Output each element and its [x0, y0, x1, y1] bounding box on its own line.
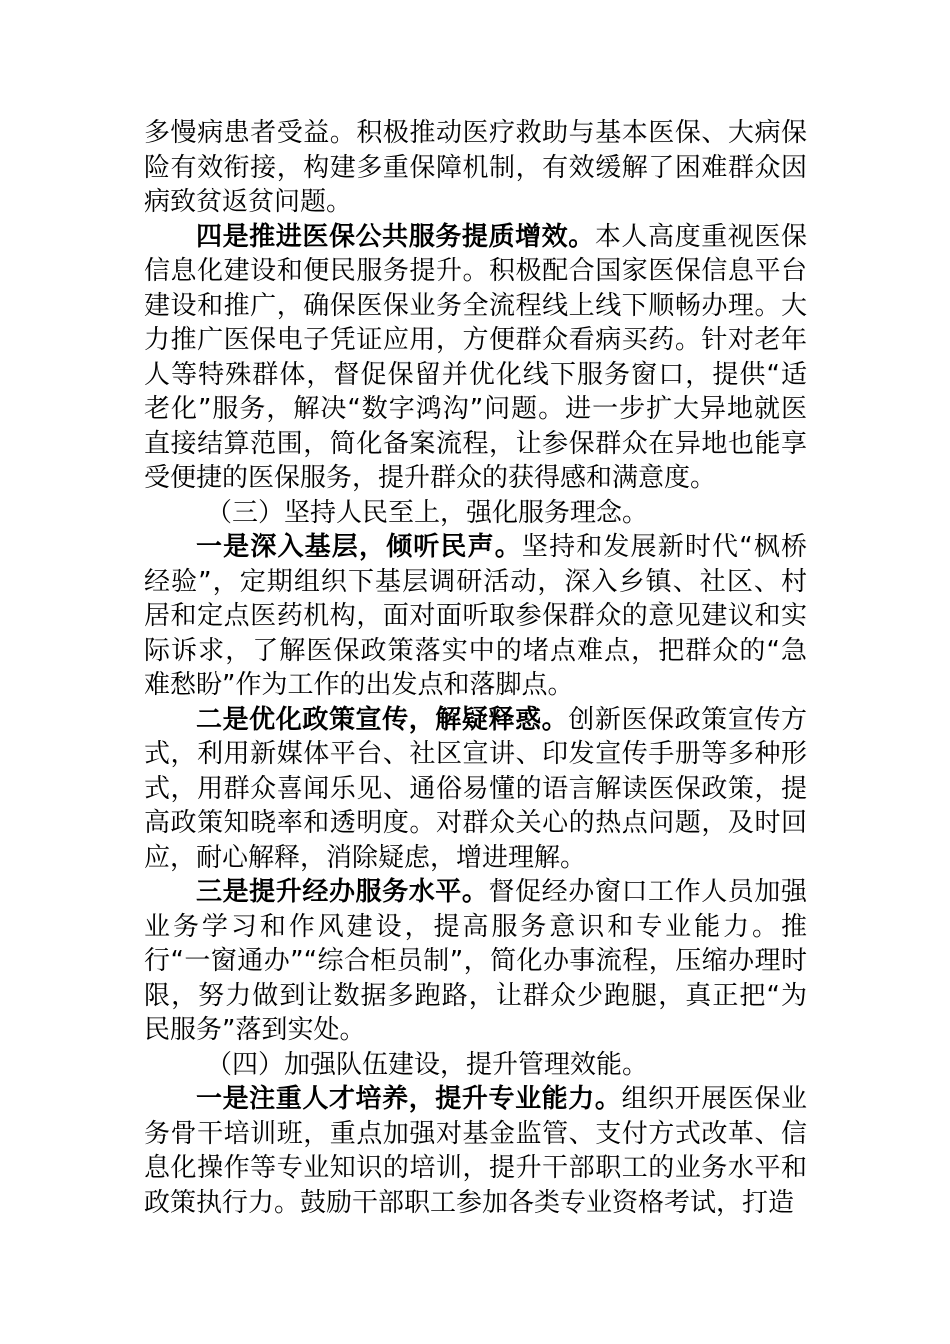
paragraph-continuation [144, 116, 807, 220]
paragraph-body: 创新医保政策宣传方式，利用新媒体平台、社区宣讲、印发宣传手册等多种形式，用群众喜闻乐见、通俗易懂的语言解读医保政策，提高政策知晓率和透明度。对群众关心的热点问题，及时回应，耐心解释，消除疑虑，增进理解。 [144, 704, 807, 873]
paragraph-body: 本人高度重视医保信息化建设和便民服务提升。积极配合国家医保信息平台建设和推广，确保医保业务全流程线上线下顺畅办理。大力推广医保电子凭证应用，方便群众看病买药。针对老年人等特殊群体，督促保留并优化线下服务窗口，提供“适老化”服务，解决“数字鸿沟”问题。进一步扩大异地就医直接结算范围，简化备案流程，让参保群众在异地也能享受便捷的医保服务，提升群众的获得感和满意度。 [144, 221, 807, 493]
paragraph-lead: 二是优化政策宣传，解疑释惑。 [196, 704, 569, 735]
paragraph-body: 多慢病患者受益。积极推动医疗救助与基本医保、大病保险有效衔接，构建多重保障机制，有效缓解了困难群众因病致贫返贫问题。 [144, 118, 807, 217]
document-page [144, 116, 807, 1220]
section-heading-4: （四）加强队伍建设，提升管理效能。 [206, 1049, 649, 1080]
section-heading-3: （三）坚持人民至上，强化服务理念。 [206, 497, 649, 528]
paragraph-lead: 一是深入基层，倾听民声。 [196, 532, 522, 562]
paragraph-lead: 四是推进医保公共服务提质增效。 [196, 221, 595, 252]
paragraph-public-service [144, 220, 807, 496]
paragraph-body: 组织开展医保业务骨干培训班，重点加强对基金监管、支付方式改革、信息化操作等专业知识的培训，提升干部职工的业务水平和政策执行力。鼓励干部职工参加各类专业资格考试，打造 [144, 1084, 807, 1218]
paragraph-policy-publicity [144, 703, 807, 876]
paragraph-service-level [144, 875, 807, 1048]
paragraph-grassroots [144, 530, 807, 703]
paragraph-body: 坚持和发展新时代“枫桥经验”，定期组织下基层调研活动，深入乡镇、社区、村居和定点医药机构，面对面听取参保群众的意见建议和实际诉求，了解医保政策落实中的堵点难点，把群众的“急难愁盼”作为工作的出发点和落脚点。 [144, 532, 807, 700]
paragraph-lead: 一是注重人才培养，提升专业能力。 [196, 1084, 622, 1114]
paragraph-talent-training [144, 1082, 807, 1220]
paragraph-body: 督促经办窗口工作人员加强业务学习和作风建设，提高服务意识和专业能力。推行“一窗通办”“综合柜员制”，简化办事流程，压缩办理时限，努力做到让数据多跑路，让群众少跑腿，真正把“为民服务”落到实处。 [144, 877, 807, 1045]
paragraph-lead: 三是提升经办服务水平。 [196, 877, 489, 907]
